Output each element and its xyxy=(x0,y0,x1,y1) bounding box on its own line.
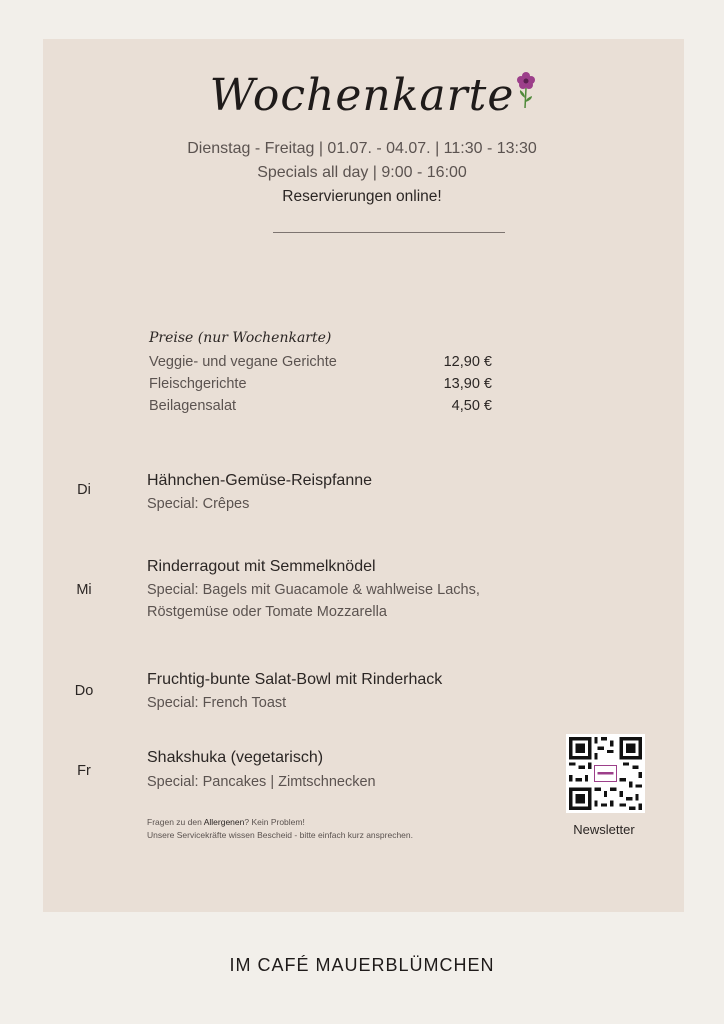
allergen-text-pre: Fragen zu den xyxy=(147,817,204,827)
prices-title: Preise (nur Wochenkarte) xyxy=(149,330,332,346)
price-value: 4,50 € xyxy=(451,398,492,414)
day-label-tuesday: Di xyxy=(77,482,91,498)
allergen-note xyxy=(147,816,413,842)
special-friday: Special: Pancakes | Zimtschnecken xyxy=(147,774,376,790)
dish-tuesday: Hähnchen-Gemüse-Reispfanne xyxy=(147,472,373,489)
dish-thursday: Fruchtig-bunte Salat-Bowl mit Rinderhack xyxy=(147,671,443,688)
dish-wednesday: Rinderragout mit Semmelknödel xyxy=(147,558,376,575)
dish-friday: Shakshuka (vegetarisch) xyxy=(147,749,324,766)
special-tuesday: Special: Crêpes xyxy=(147,496,250,512)
reservation-link[interactable]: Reservierungen online! xyxy=(282,188,442,205)
price-value: 13,90 € xyxy=(443,376,492,392)
allergen-text-post: ? Kein Problem! xyxy=(244,817,305,827)
day-label-wednesday: Mi xyxy=(76,582,92,598)
price-value: 12,90 € xyxy=(443,354,492,370)
footer-cafe-name: IM CAFÉ MAUERBLÜMCHEN xyxy=(229,955,495,975)
day-label-thursday: Do xyxy=(74,683,94,699)
price-label: Beilagensalat xyxy=(149,398,237,414)
page-title: Wochenkarte xyxy=(209,70,515,121)
qr-code-icon[interactable] xyxy=(566,734,645,813)
price-row xyxy=(149,354,492,374)
newsletter-label[interactable]: Newsletter xyxy=(573,822,635,837)
special-wednesday-line2: Röstgemüse oder Tomate Mozzarella xyxy=(147,604,387,620)
price-row xyxy=(149,376,492,396)
price-label: Veggie- und vegane Gerichte xyxy=(149,354,337,370)
allergen-highlight: Allergenen xyxy=(203,817,245,827)
price-label: Fleischgerichte xyxy=(149,376,247,392)
price-row xyxy=(149,398,492,418)
special-thursday: Special: French Toast xyxy=(147,695,287,711)
divider xyxy=(273,232,505,233)
special-wednesday: Special: Bagels mit Guacamole & wahlweise Lachs, xyxy=(147,582,480,598)
allergen-line2: Unsere Servicekräfte wissen Bescheid - bitte einfach kurz ansprechen. xyxy=(147,830,413,840)
dates-line: Dienstag - Freitag | 01.07. - 04.07. | 11:30 - 13:30 xyxy=(187,140,537,157)
day-label-friday: Fr xyxy=(77,763,91,779)
flower-icon xyxy=(514,70,538,110)
specials-line: Specials all day | 9:00 - 16:00 xyxy=(257,164,467,181)
